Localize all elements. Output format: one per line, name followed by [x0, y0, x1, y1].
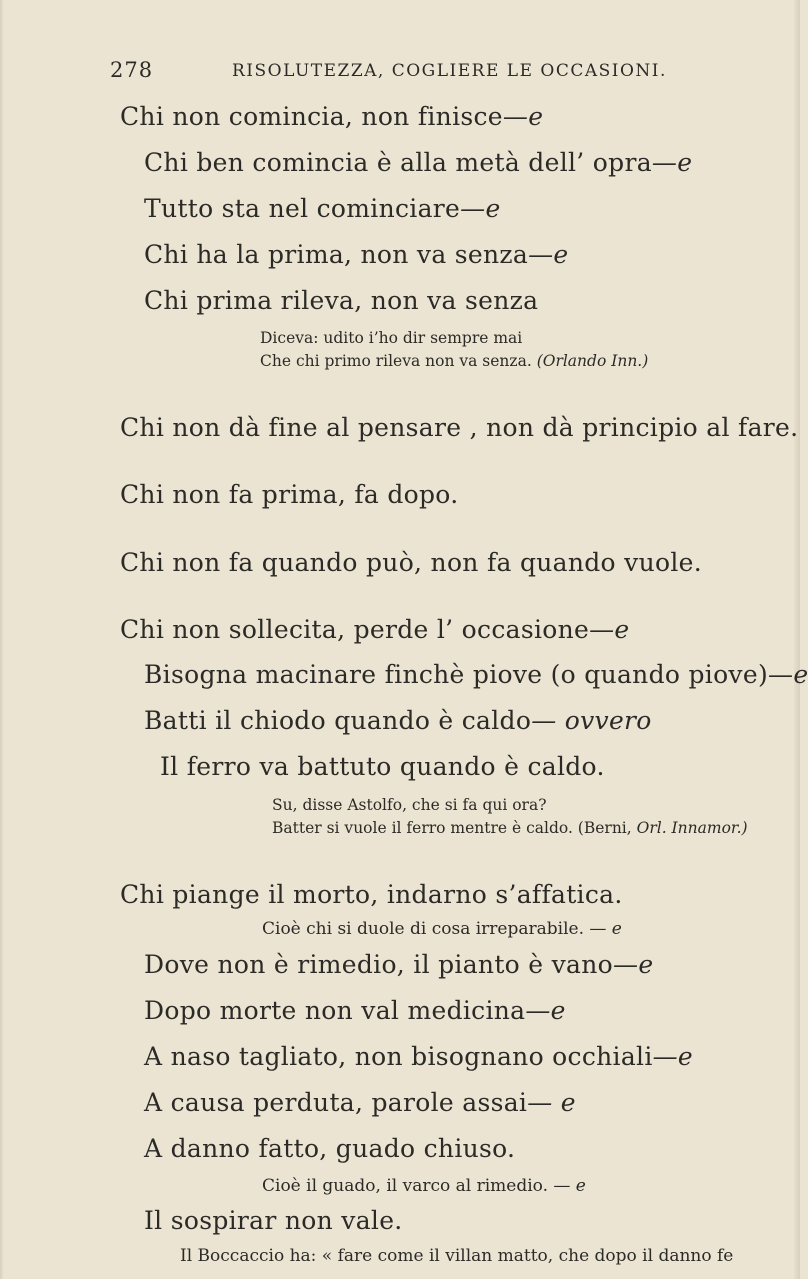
page-header	[110, 58, 750, 88]
running-title: RISOLUTEZZA, COGLIERE LE OCCASIONI.	[232, 61, 667, 81]
proverb-main: Chi non fa quando può, non fa quando vuole.	[120, 548, 702, 577]
variant-suffix: — e	[527, 1088, 576, 1117]
variant-text: Chi ben comincia è alla metà dell’ opra	[144, 148, 652, 177]
variant-suffix: —e	[525, 996, 566, 1025]
proverb-text: Chi non sollecita, perde l’ occasione	[120, 615, 590, 644]
variant-suffix: —e	[613, 950, 654, 979]
quote-source: (Orlando Inn.)	[536, 352, 649, 370]
variant-text: Il ferro va battuto quando è caldo.	[160, 752, 605, 781]
proverb-variant	[144, 286, 538, 315]
explanation	[262, 919, 622, 939]
explanation-suffix: — e	[553, 1176, 586, 1196]
variant-suffix: —e	[652, 1042, 694, 1071]
quote-line: Diceva: udito i’ho dir sempre mai	[260, 329, 523, 347]
variant-suffix: — ovvero	[531, 706, 652, 735]
note-line: Il Boccaccio ha: « fare come il villan matto, che dopo il danno fe	[180, 1246, 734, 1266]
variant-text: Chi ha la prima, non va senza	[144, 240, 529, 269]
proverb-variant	[144, 706, 652, 735]
explanation-suffix: — e	[589, 919, 622, 939]
explanation-text: Cioè chi si duole di cosa irreparabile.	[262, 919, 584, 939]
proverb-variant	[144, 194, 501, 223]
proverb-main: Chi non dà fine al pensare , non dà principio al fare.	[120, 413, 799, 442]
variant-text: A danno fatto, guado chiuso.	[144, 1134, 516, 1163]
quote-text: Batter si vuole il ferro mentre è caldo. (Berni,	[272, 819, 632, 837]
proverb-main: Chi non fa prima, fa dopo.	[120, 480, 459, 509]
page-number: 278	[110, 58, 154, 82]
proverb-variant	[144, 1134, 515, 1163]
variant-text: Bisogna macinare finchè piove (o quando piove)	[144, 660, 769, 689]
quote-text: Che chi primo rileva non va senza.	[260, 352, 532, 370]
quote-line	[272, 819, 748, 837]
variant-text: Tutto sta nel cominciare	[144, 194, 461, 223]
proverb-variant	[144, 660, 808, 689]
proverb-variant	[144, 148, 692, 177]
proverb-main	[120, 102, 543, 131]
proverb-main: Chi piange il morto, indarno s’affatica.	[120, 880, 623, 909]
page-edge-left	[0, 0, 4, 1279]
proverb-variant	[144, 1042, 693, 1071]
variant-suffix: —e	[528, 240, 569, 269]
quote-line	[260, 352, 648, 370]
variant-text: Chi prima rileva, non va senza	[144, 286, 539, 315]
explanation	[262, 1176, 586, 1196]
proverb-variant	[160, 752, 605, 781]
variant-suffix: —e	[460, 194, 501, 223]
proverb-text: Chi non comincia, non finisce	[120, 102, 503, 131]
proverb-variant: Il sospirar non vale.	[144, 1206, 403, 1235]
variant-text: Dopo morte non val medicina	[144, 996, 526, 1025]
variant-suffix: —e	[651, 148, 693, 177]
variant-text: A causa perduta, parole assai	[144, 1088, 528, 1117]
proverb-variant	[144, 1088, 576, 1117]
page-edge-right	[794, 0, 800, 1279]
variant-text: A naso tagliato, non bisognano occhiali	[144, 1042, 653, 1071]
variant-text: Dove non è rimedio, il pianto è vano	[144, 950, 614, 979]
proverb-suffix: —e	[589, 615, 630, 644]
quote-source: Orl. Innamor.)	[636, 819, 748, 837]
proverb-variant	[144, 996, 566, 1025]
proverb-variant	[144, 950, 653, 979]
variant-text: Batti il chiodo quando è caldo	[144, 706, 532, 735]
variant-suffix: —e	[768, 660, 808, 689]
proverb-variant	[144, 240, 569, 269]
explanation-text: Cioè il guado, il varco al rimedio.	[262, 1176, 548, 1196]
quote-line: Su, disse Astolfo, che si fa qui ora?	[272, 796, 547, 814]
proverb-main	[120, 615, 630, 644]
proverb-suffix: —e	[502, 102, 544, 131]
